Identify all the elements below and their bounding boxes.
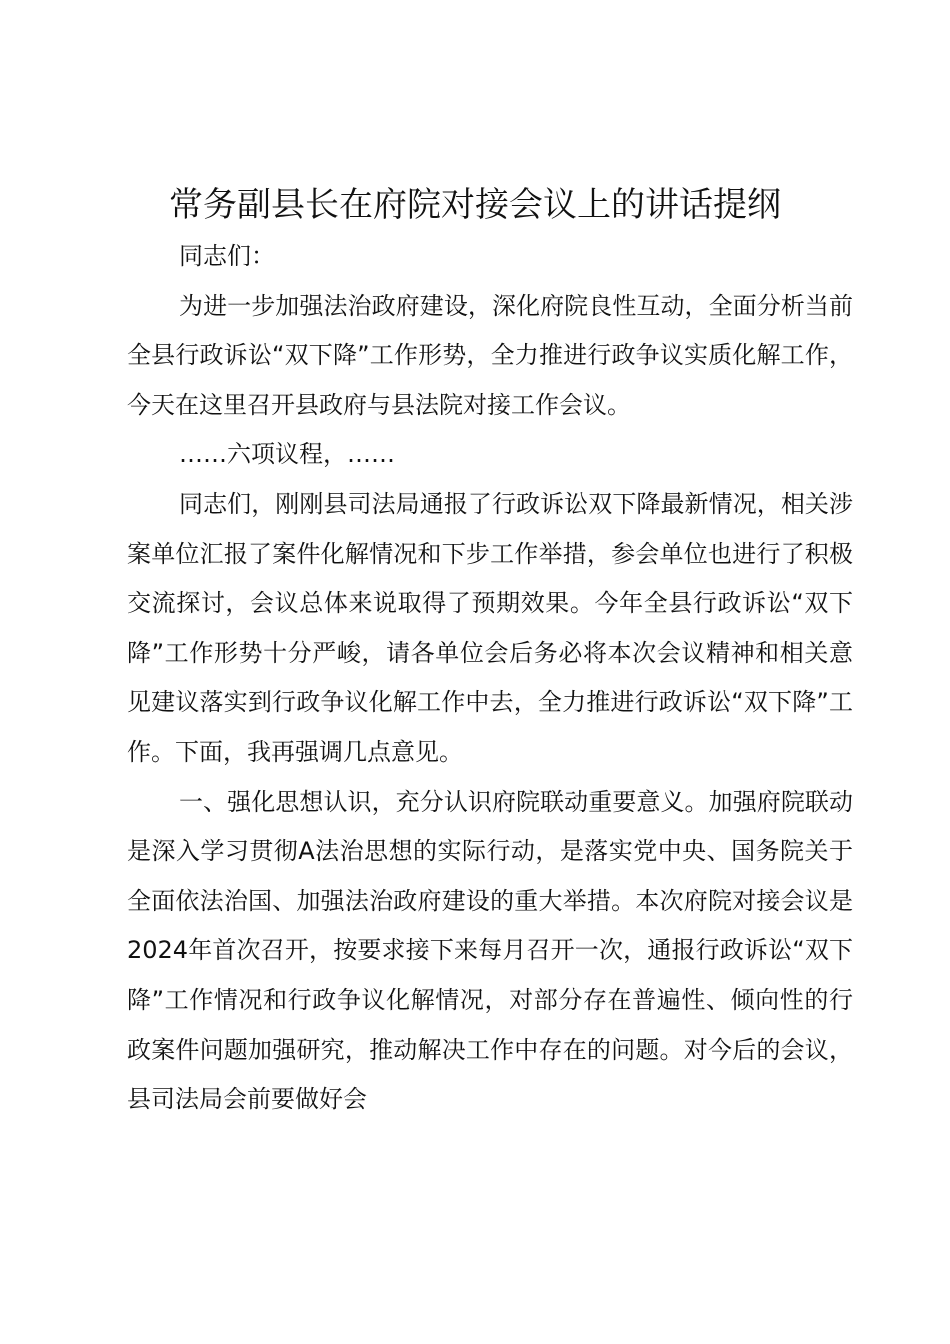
document-title: 常务副县长在府院对接会议上的讲话提纲	[169, 185, 781, 225]
paragraph-greeting: 同志们：	[179, 242, 275, 270]
paragraph-point-one: 一、强化思想认识，充分认识府院联动重要意义。加强府院联动是深入学习贯彻A法治思想的实际行动，是落实党中央、国务院关于全面依法治国、加强法治政府建设的重大举措。本次府院对接会议是2024年首次召开，按要求接下来每月召开一次，通报行政诉讼“双下降”工作情况和行政争议化解情况，对部分存在普遍性、倾向性的行政案件问题加强研究，推动解决工作中存在的问题。对今后的会议，县司法局会前要做好会	[127, 787, 853, 1114]
document-body	[127, 232, 853, 1125]
paragraph-summary: 同志们，刚刚县司法局通报了行政诉讼双下降最新情况，相关涉案单位汇报了案件化解情况和下步工作举措，参会单位也进行了积极交流探讨，会议总体来说取得了预期效果。今年全县行政诉讼“双下降”工作形势十分严峻，请各单位会后务必将本次会议精神和相关意见建议落实到行政争议化解工作中去，全力推进行政诉讼“双下降”工作。下面，我再强调几点意见。	[127, 489, 853, 766]
paragraph-intro: 为进一步加强法治政府建设，深化府院良性互动，全面分析当前全县行政诉讼“双下降”工作形势，全力推进行政争议实质化解工作，今天在这里召开县政府与县法院对接工作会议。	[127, 291, 853, 419]
paragraph-agenda: ……六项议程，……	[179, 440, 395, 469]
